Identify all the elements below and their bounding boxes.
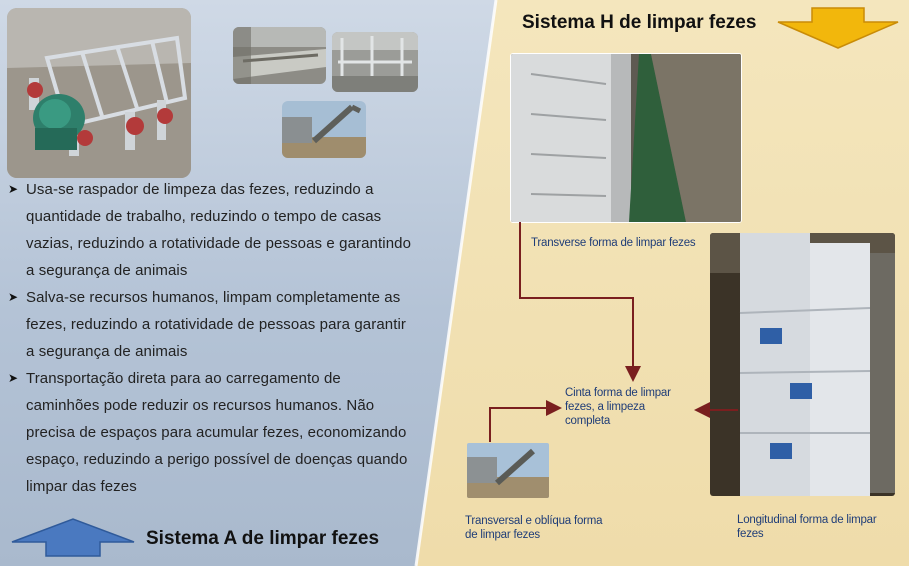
list-item [8,176,412,284]
longitudinal-caption: Longitudinal forma de limpar fezes [737,514,877,540]
channel-photo [233,27,326,84]
belt-caption: Cinta forma de limpar fezes, a limpeza completa [565,387,671,427]
scraper-machine-photo [7,8,191,178]
longitudinal-cleaning-photo [710,233,895,496]
arrow-bullet-icon: ➤ [8,371,19,385]
system-a-title: Sistema A de limpar fezes [146,528,380,549]
list-item [8,365,412,500]
arrow-bullet-icon: ➤ [8,182,19,196]
list-item [8,284,412,365]
transverse-cleaning-photo [510,53,742,223]
bullet-text: Transportação direta para ao carregamento de caminhões pode reduzir os recursos humanos. Não precisa de espaços para acumular fezes, economizando espaço, reduzindo a perigo possível de doenças quando limpar das fezes [26,370,408,495]
bullet-text: Usa-se raspador de limpeza das fezes, reduzindo a quantidade de trabalho, reduzindo o tempo de casas vazias, reduzindo a rotatividade de pessoas e garantindo a segurança de animais [26,181,412,279]
bullet-text: Salva-se recursos humanos, limpam completamente as fezes, reduzindo a rotatividade de pessoas para garantir a segurança de animais [26,289,406,360]
system-h-title: Sistema H de limpar fezes [522,12,757,33]
up-arrow-icon [10,516,136,558]
arrow-bullet-icon: ➤ [8,290,19,304]
outdoor-conveyor-photo-left [282,101,366,158]
transverse-caption: Transverse forma de limpar fezes [531,237,696,249]
down-arrow-icon [774,6,902,50]
scraper-blade-photo [332,32,418,92]
oblique-caption: Transversal e oblíqua forma de limpar fezes [465,515,603,541]
feature-list [8,176,412,500]
oblique-conveyor-photo [467,443,549,498]
